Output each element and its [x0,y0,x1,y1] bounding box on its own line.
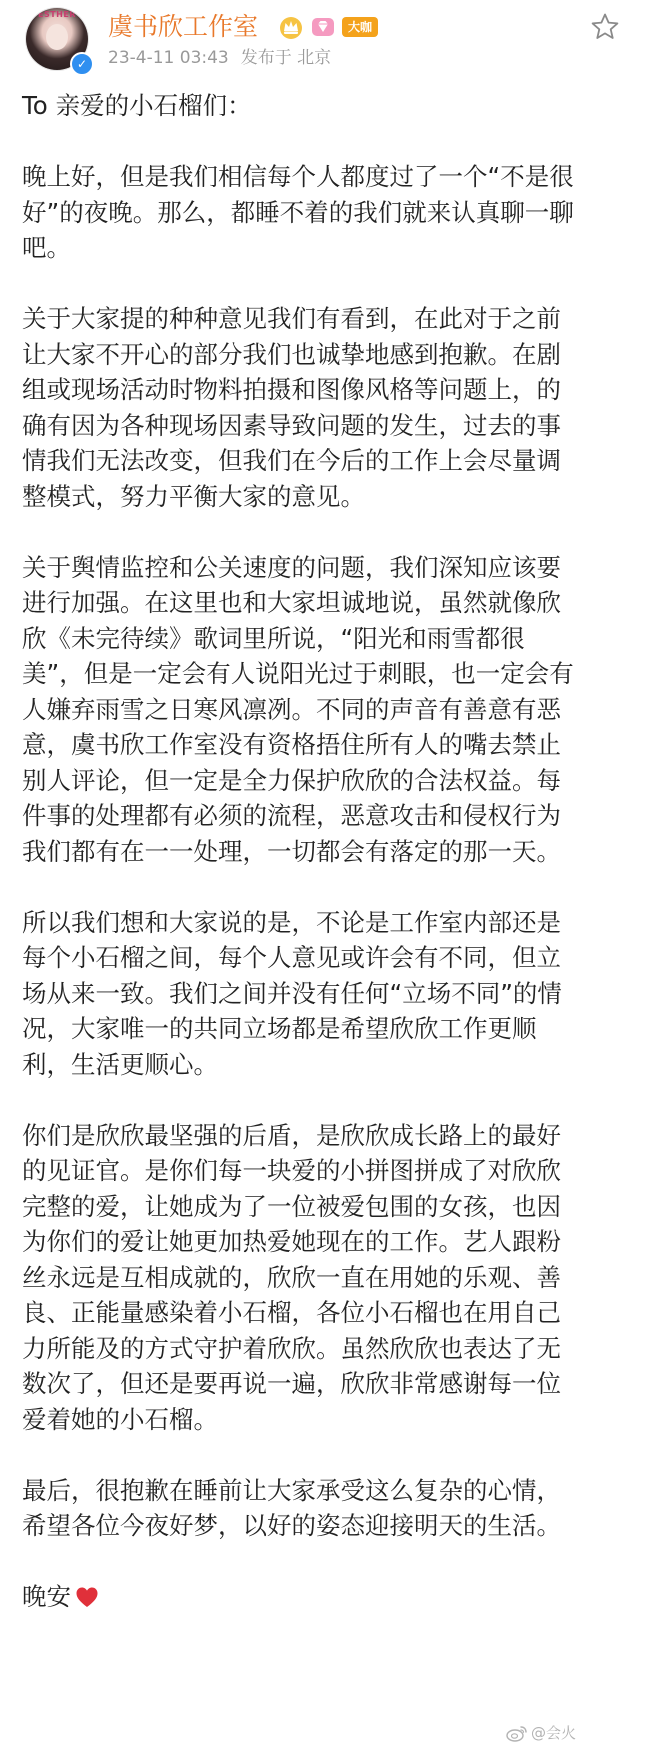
post-paragraph [22,1118,632,1438]
paragraph-line: 每个小石榴之间，每个人意见或许会有不同，但立 [22,943,561,972]
post-paragraph [22,301,632,514]
paragraph-line: 希望各位今夜好梦，以好的姿态迎接明天的生活。 [22,1511,561,1540]
post-header [0,0,650,80]
closing-text: 晚安 [22,1582,71,1611]
post-body [22,88,632,1615]
paragraph-line: 关于大家提的种种意见我们有看到，在此对于之前 [22,304,561,333]
paragraph-line: 情我们无法改变，但我们在今后的工作上会尽量调 [22,446,561,475]
paragraph-line: 爱着她的小石榴。 [22,1404,218,1434]
paragraph-line: 况，大家唯一的共同立场都是希望欣欣工作更顺 [22,1014,537,1043]
post-paragraph [22,1473,632,1544]
paragraph-line: 数次了，但还是要再说一遍，欣欣非常感谢每一位 [22,1369,561,1398]
paragraph-line: 组或现场活动时物料拍摄和图像风格等问题上，的 [22,375,561,404]
paragraph-line: 欣《未完待续》歌词里所说，“阳光和雨雪都很 [22,623,525,653]
paragraph-line: 你们是欣欣最坚强的后盾，是欣欣成长路上的最好 [22,1120,561,1150]
post-paragraphs [22,159,632,1544]
paragraph-line: 好”的夜晚。那么，都睡不着的我们就来认真聊一聊 [22,197,574,227]
paragraph-line: 所以我们想和大家说的是，不论是工作室内部还是 [22,907,561,937]
paragraph-line: 确有因为各种现场因素导致问题的发生，过去的事 [22,410,561,440]
paragraph-line: 吧。 [22,233,71,262]
verified-check-icon: ✓ [70,52,94,76]
post-paragraph [22,905,632,1083]
paragraph-line: 丝永远是互相成就的，欣欣一直在用她的乐观、善 [22,1262,561,1292]
watermark-text: @会火 [531,1724,577,1742]
account-badges [278,14,378,40]
paragraph-line: 力所能及的方式守护着欣欣。虽然欣欣也表达了无 [22,1333,561,1363]
post-time: 23-4-11 03:43 [108,48,229,68]
favorite-star-icon[interactable] [590,12,620,42]
avatar-face [46,24,68,50]
crown-icon [278,15,304,39]
paragraph-line: 晚上好，但是我们相信每个人都度过了一个“不是很 [22,162,574,191]
paragraph-line: 件事的处理都有必须的流程，恶意攻击和侵权行为 [22,801,561,830]
paragraph-line: 意，虞书欣工作室没有资格捂住所有人的嘴去禁止 [22,730,561,759]
paragraph-line: 完整的爱，让她成为了一位被爱包围的女孩，也因 [22,1191,561,1221]
weibo-watermark [506,1722,576,1743]
paragraph-line: 场从来一致。我们之间并没有任何“立场不同”的情 [22,978,562,1008]
paragraph-line: 利，生活更顺心。 [22,1049,218,1079]
paragraph-line: 美”，但是一定会有人说阳光过于刺眼，也一定会有 [22,659,574,688]
paragraph-line: 的见证官。是你们每一块爱的小拼图拼成了对欣欣 [22,1156,561,1185]
paragraph-line: 让大家不开心的部分我们也诚挚地感到抱歉。在剧 [22,339,561,369]
paragraph-line: 我们都有在一一处理，一切都会有落定的那一天。 [22,836,561,866]
red-heart-icon [75,1586,99,1608]
weibo-logo-icon [506,1724,528,1742]
paragraph-line: 良、正能量感染着小石榴，各位小石榴也在用自己 [22,1298,561,1327]
paragraph-line: 最后，很抱歉在睡前让大家承受这么复杂的心情， [22,1475,561,1505]
post-greeting: To 亲爱的小石榴们： [22,91,252,120]
big-v-badge: 大咖 [342,17,378,37]
paragraph-line: 别人评论，但一定是全力保护欣欣的合法权益。每 [22,765,561,795]
avatar-label: ESTHER [37,10,76,19]
diamond-icon [310,15,336,39]
paragraph-line: 整模式，努力平衡大家的意见。 [22,481,365,511]
paragraph-line: 关于舆情监控和公关速度的问题，我们深知应该要 [22,552,561,582]
post-paragraph [22,550,632,870]
paragraph-line: 为你们的爱让她更加热爱她现在的工作。艺人跟粉 [22,1227,561,1256]
paragraph-line: 人嫌弃雨雪之日寒风凛冽。不同的声音有善意有恶 [22,694,561,724]
post-paragraph [22,159,632,266]
paragraph-line: 进行加强。在这里也和大家坦诚地说，虽然就像欣 [22,588,561,617]
post-meta [108,46,331,70]
post-location: 发布于 北京 [240,48,332,68]
account-name[interactable]: 虞书欣工作室 [108,12,259,41]
post-closing [22,1579,632,1615]
